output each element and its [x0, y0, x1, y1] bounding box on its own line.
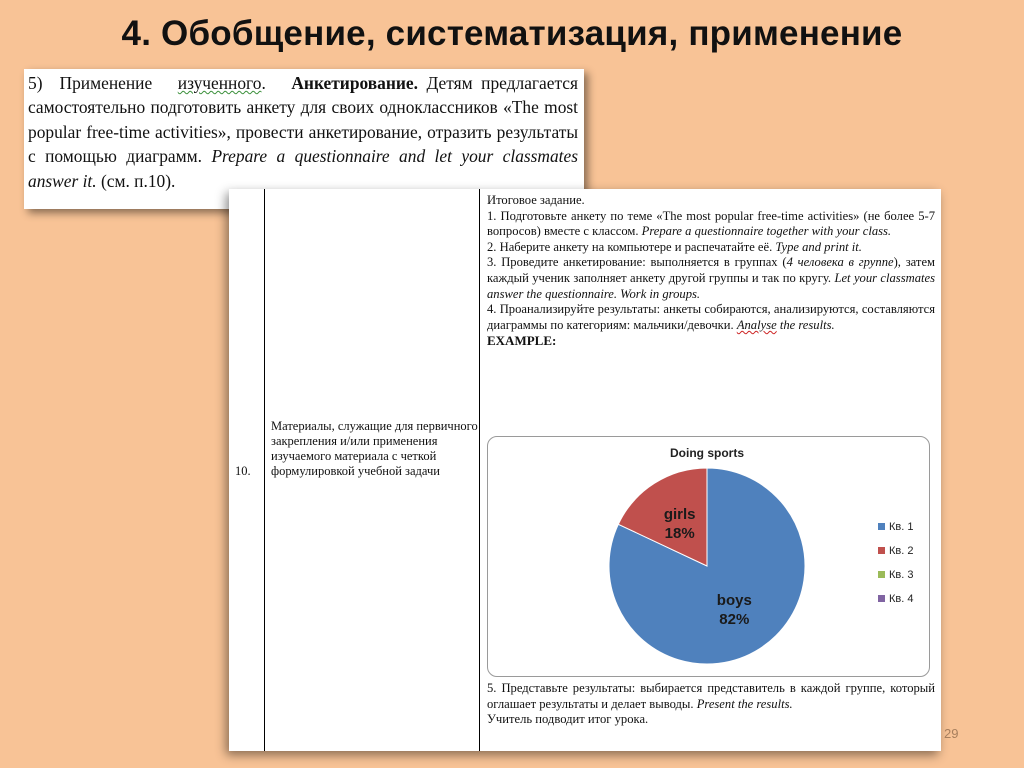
task-step-4: [487, 302, 935, 333]
step-1-text: 1. Подготовьте анкету по теме «The most popular free-time activities» (не более 5-7 вопросов) вместе с классом.: [487, 208, 935, 239]
legend-label: Кв. 2: [889, 545, 914, 557]
excerpt-bold: Анкетирование.: [291, 73, 418, 93]
step-5-text: 5. Представьте результаты: выбирается представитель в каждой группе, который оглашает результаты и делает выводы.: [487, 681, 935, 711]
page-number: 29: [944, 726, 959, 741]
excerpt-word-1: Применение: [59, 73, 153, 93]
excerpt-punct: .: [261, 73, 266, 93]
legend-swatch: [878, 595, 885, 602]
pie-slices: [609, 468, 805, 664]
step-3-italic: 4 человека в группе: [786, 255, 894, 270]
step-4-text: 4. Проанализируйте результаты: анкеты собираются, анализируются, составляются диаграммы по категориям: мальчики/девочки.: [487, 302, 935, 332]
step-1-en: Prepare a questionnaire together with your class.: [641, 224, 892, 239]
task-step-2: [487, 240, 935, 256]
legend-label: Кв. 1: [889, 521, 914, 533]
materials-cell: Материалы, служащие для первичного закрепления и/или применения изучаемого материала с четкой формулировкой учебной задачи: [271, 419, 478, 478]
step-4-en-a: Analyse: [736, 317, 777, 332]
chart-title: Doing sports: [670, 446, 744, 460]
legend-swatch: [878, 523, 885, 530]
task-step-3: [487, 255, 935, 302]
task-cell-continued: [487, 681, 935, 728]
step-3-text-a: 3. Проведите анкетирование: выполняется в группах (: [487, 255, 787, 270]
step-2-text: 2. Наберите анкету на компьютере и распечатайте её.: [487, 239, 773, 254]
task-heading: Итоговое задание.: [487, 193, 585, 207]
slice-label-girls: girls: [663, 505, 696, 523]
legend-swatch: [878, 547, 885, 554]
legend-label: Кв. 4: [889, 593, 914, 605]
slice-value-girls: 18%: [664, 524, 695, 542]
excerpt-ref: (см. п.10).: [100, 170, 176, 191]
chart-legend: [878, 521, 913, 605]
example-label: EXAMPLE:: [487, 333, 557, 349]
excerpt-number: 5): [28, 73, 43, 93]
task-cell: [487, 193, 935, 349]
step-3-en: Let your classmates answer the questionnaire. Work in groups.: [487, 270, 935, 301]
slide-title: 4. Обобщение, систематизация, применение: [121, 14, 903, 53]
slice-value-boys: 82%: [719, 611, 750, 629]
lesson-excerpt: [24, 69, 584, 209]
pie-chart: [487, 436, 930, 677]
legend-label: Кв. 3: [889, 569, 914, 581]
task-closing: Учитель подводит итог урока.: [487, 712, 649, 727]
excerpt-italic: Prepare a questionnaire and let your classmates answer it.: [28, 146, 578, 191]
step-5-en: Present the results.: [696, 696, 793, 711]
pie-chart-svg: [488, 437, 931, 678]
task-step-5: [487, 681, 935, 712]
task-step-1: [487, 209, 935, 240]
step-2-en: Type and print it.: [775, 239, 862, 254]
excerpt-body: Детям предлагается самостоятельно подготовить анкету для своих одноклассников «The most popular free-time activities», провести анкетирование, отразить результаты с помощью диаграмм.: [28, 73, 579, 167]
slice-label-boys: boys: [716, 592, 752, 610]
step-3-text-b: ), затем каждый ученик заполняет анкету другой группы и так по кругу.: [487, 255, 935, 285]
excerpt-word-2: изученного: [177, 73, 262, 93]
legend-swatch: [878, 571, 885, 578]
lesson-plan-table: [229, 189, 941, 751]
table-divider: [264, 189, 265, 751]
row-number: 10.: [235, 464, 251, 478]
step-4-en-b: the results.: [779, 317, 835, 332]
